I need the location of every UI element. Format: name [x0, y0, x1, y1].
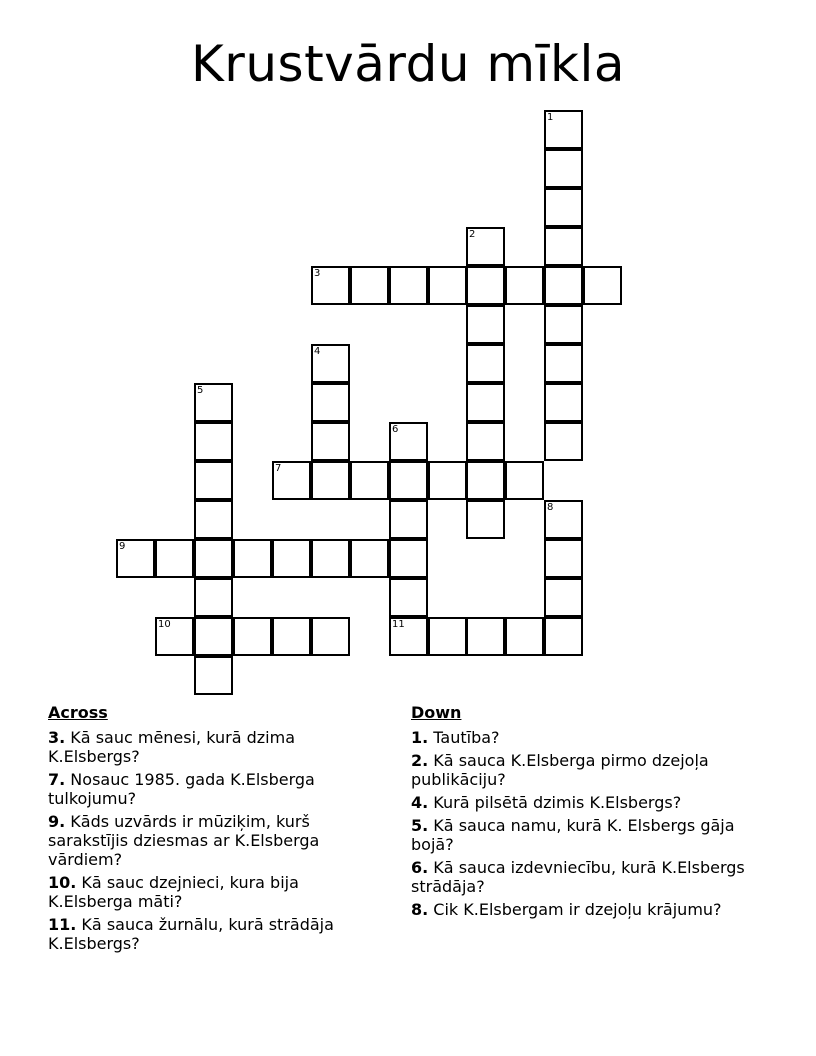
down-clue	[411, 793, 761, 812]
crossword-cell[interactable]	[466, 422, 505, 461]
crossword-cell[interactable]	[505, 461, 544, 500]
crossword-cell[interactable]	[544, 539, 583, 578]
crossword-cell[interactable]	[194, 422, 233, 461]
clue-text: Kurā pilsētā dzimis K.Elsbergs?	[428, 793, 682, 812]
down-clue	[411, 751, 761, 789]
clue-text: Tautība?	[428, 728, 500, 747]
crossword-cell[interactable]	[389, 266, 428, 305]
clue-text: Nosauc 1985. gada K.Elsberga tulkojumu?	[48, 770, 315, 808]
crossword-cell[interactable]	[389, 461, 428, 500]
crossword-cell[interactable]	[233, 539, 272, 578]
crossword-cell[interactable]	[466, 617, 505, 656]
clue-number: 8	[547, 502, 554, 513]
across-clue	[48, 728, 388, 766]
clue-number: 7	[275, 463, 282, 474]
clue-text: Kā sauca žurnālu, kurā strādāja K.Elsbergs?	[48, 915, 334, 953]
crossword-cell[interactable]	[583, 266, 622, 305]
crossword-cell[interactable]	[350, 461, 389, 500]
crossword-cell[interactable]	[466, 305, 505, 344]
clue-number: 9	[119, 541, 126, 552]
crossword-cell[interactable]	[466, 227, 505, 266]
crossword-cell[interactable]	[544, 110, 583, 149]
crossword-cell[interactable]	[544, 578, 583, 617]
page-title: Krustvārdu mīkla	[190, 35, 625, 93]
crossword-cell[interactable]	[116, 539, 155, 578]
clue-number: 11	[392, 619, 405, 630]
clue-text: Kā sauc mēnesi, kurā dzima K.Elsbergs?	[48, 728, 295, 766]
clue-number-label: 7.	[48, 770, 66, 789]
crossword-cell[interactable]	[544, 305, 583, 344]
crossword-cell[interactable]	[350, 539, 389, 578]
across-clue	[48, 873, 388, 911]
crossword-cell[interactable]	[389, 617, 428, 656]
crossword-cell[interactable]	[311, 461, 350, 500]
crossword-cell[interactable]	[311, 422, 350, 461]
clue-text: Cik K.Elsbergam ir dzejoļu krājumu?	[428, 900, 722, 919]
down-clue	[411, 816, 761, 854]
crossword-cell[interactable]	[311, 539, 350, 578]
down-clue	[411, 728, 761, 747]
crossword-cell[interactable]	[272, 539, 311, 578]
clue-number: 10	[158, 619, 171, 630]
clue-number-label: 3.	[48, 728, 66, 747]
crossword-cell[interactable]	[194, 461, 233, 500]
down-heading: Down	[411, 703, 462, 722]
crossword-cell[interactable]	[155, 539, 194, 578]
clue-text: Kā sauca izdevniecību, kurā K.Elsbergs strādāja?	[411, 858, 745, 896]
crossword-cell[interactable]	[544, 188, 583, 227]
across-heading: Across	[48, 703, 108, 722]
crossword-cell[interactable]	[389, 422, 428, 461]
crossword-cell[interactable]	[466, 500, 505, 539]
crossword-cell[interactable]	[194, 617, 233, 656]
clue-text: Kāds uzvārds ir mūziķim, kurš sarakstījis dziesmas ar K.Elsberga vārdiem?	[48, 812, 320, 869]
clue-number-label: 11.	[48, 915, 77, 934]
crossword-cell[interactable]	[194, 578, 233, 617]
clue-number-label: 4.	[411, 793, 429, 812]
clue-text: Kā sauca K.Elsberga pirmo dzejoļa publikāciju?	[411, 751, 709, 789]
crossword-cell[interactable]	[389, 539, 428, 578]
crossword-cell[interactable]	[544, 383, 583, 422]
crossword-cell[interactable]	[505, 266, 544, 305]
crossword-cell[interactable]	[389, 578, 428, 617]
crossword-cell[interactable]	[194, 383, 233, 422]
down-clue-list	[411, 728, 761, 919]
clue-number-label: 9.	[48, 812, 66, 831]
crossword-cell[interactable]	[428, 461, 467, 500]
crossword-cell[interactable]	[428, 266, 467, 305]
clue-number-label: 6.	[411, 858, 429, 877]
down-clues	[411, 703, 761, 923]
crossword-cell[interactable]	[311, 266, 350, 305]
clue-number: 1	[547, 112, 554, 123]
clue-number-label: 8.	[411, 900, 429, 919]
crossword-cell[interactable]	[544, 422, 583, 461]
down-clue	[411, 858, 761, 896]
crossword-cell[interactable]	[350, 266, 389, 305]
clue-number: 6	[392, 424, 399, 435]
crossword-cell[interactable]	[544, 617, 583, 656]
down-clue	[411, 900, 761, 919]
crossword-cell[interactable]	[311, 383, 350, 422]
clue-number: 2	[469, 229, 476, 240]
crossword-cell[interactable]	[233, 617, 272, 656]
crossword-cell[interactable]	[544, 149, 583, 188]
crossword-cell[interactable]	[311, 344, 350, 383]
clue-number-label: 1.	[411, 728, 429, 747]
crossword-cell[interactable]	[505, 617, 544, 656]
clue-number-label: 5.	[411, 816, 429, 835]
clue-text: Kā sauc dzejnieci, kura bija K.Elsberga māti?	[48, 873, 299, 911]
clue-number: 4	[314, 346, 321, 357]
crossword-cell[interactable]	[272, 617, 311, 656]
crossword-cell[interactable]	[155, 617, 194, 656]
across-clues	[48, 703, 388, 957]
clue-number-label: 10.	[48, 873, 77, 892]
crossword-cell[interactable]	[544, 344, 583, 383]
crossword-cell[interactable]	[544, 500, 583, 539]
crossword-cell[interactable]	[272, 461, 311, 500]
clue-number: 5	[197, 385, 204, 396]
across-clue	[48, 915, 388, 953]
crossword-cell[interactable]	[544, 266, 583, 305]
clue-number-label: 2.	[411, 751, 429, 770]
crossword-cell[interactable]	[389, 500, 428, 539]
crossword-cell[interactable]	[466, 461, 505, 500]
crossword-cell[interactable]	[194, 539, 233, 578]
crossword-cell[interactable]	[194, 500, 233, 539]
across-clue-list	[48, 728, 388, 953]
clue-number: 3	[314, 268, 321, 279]
crossword-cell[interactable]	[311, 617, 350, 656]
crossword-cell[interactable]	[466, 266, 505, 305]
crossword-cell[interactable]	[194, 656, 233, 695]
crossword-cell[interactable]	[466, 344, 505, 383]
across-clue	[48, 770, 388, 808]
crossword-cell[interactable]	[428, 617, 467, 656]
across-clue	[48, 812, 388, 869]
crossword-cell[interactable]	[466, 383, 505, 422]
crossword-cell[interactable]	[544, 227, 583, 266]
clue-text: Kā sauca namu, kurā K. Elsbergs gāja bojā?	[411, 816, 735, 854]
